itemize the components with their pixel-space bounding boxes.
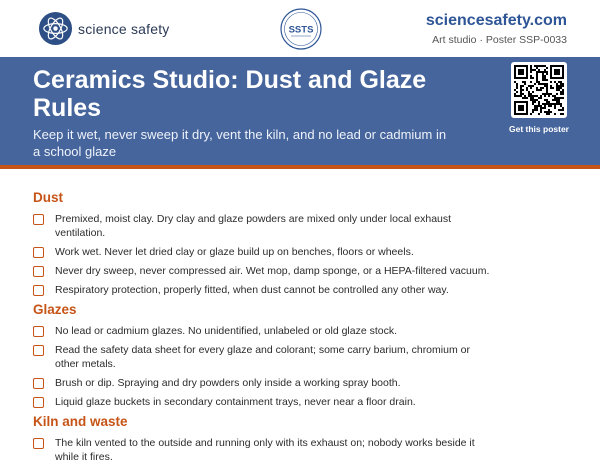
checklist-item-text: Liquid glaze buckets in secondary containment trays, never near a floor drain. — [55, 396, 416, 408]
checklist-item — [33, 376, 573, 390]
section-title: Dust — [33, 190, 63, 205]
page-title: Ceramics Studio: Dust and Glaze Rules — [33, 66, 427, 122]
section-title: Kiln and waste — [33, 414, 128, 429]
checkbox[interactable] — [33, 397, 44, 408]
checklist-item-text: Respiratory protection, properly fitted, when dust cannot be controlled any other way. — [55, 284, 449, 296]
checkbox[interactable] — [33, 378, 44, 389]
checklist — [33, 190, 573, 469]
checklist-item-text: Never dry sweep, never compressed air. Wet mop, damp sponge, or a HEPA-filtered vacuum. — [55, 265, 490, 277]
checkbox[interactable] — [33, 247, 44, 258]
checkbox[interactable] — [33, 266, 44, 277]
checklist-item — [33, 343, 573, 371]
checkbox[interactable] — [33, 345, 44, 356]
section-glazes — [33, 302, 573, 409]
section-kiln-and-waste — [33, 414, 573, 464]
qr-code[interactable] — [511, 62, 567, 118]
atom-logo-icon — [38, 11, 73, 46]
poster-reference: Art studio · Poster SSP-0033 — [432, 34, 567, 46]
checkbox[interactable] — [33, 326, 44, 337]
site-link[interactable]: sciencesafety.com — [425, 12, 567, 29]
checklist-item-text: No lead or cadmium glazes. No unidentified, unlabeled or old glaze stock. — [55, 325, 398, 337]
checklist-item — [33, 324, 573, 338]
page-subtitle: Keep it wet, never sweep it dry, vent the kiln, and no lead or cadmium in a school glaze — [33, 127, 447, 159]
qr-code-icon — [511, 62, 567, 118]
checklist-item — [33, 283, 573, 297]
ssts-badge-icon — [280, 8, 322, 50]
badge-text: SSTS — [288, 24, 314, 36]
checklist-item — [33, 264, 573, 278]
qr-label: Get this poster — [509, 124, 569, 134]
checklist-item — [33, 436, 573, 464]
banner-divider — [0, 165, 600, 169]
top-bar — [0, 0, 600, 57]
checklist-item-text: Premixed, moist clay. Dry clay and glaze powders are mixed only under local exhaust ventilation. — [55, 213, 452, 239]
checkbox[interactable] — [33, 438, 44, 449]
brand-name: science safety — [78, 21, 170, 37]
checklist-item-text: Work wet. Never let dried clay or glaze build up on benches, floors or wheels. — [55, 246, 414, 258]
checklist-item — [33, 245, 573, 259]
checklist-item-text: The kiln vented to the outside and running only with its exhaust on; nobody works beside it while it fires. — [55, 437, 475, 463]
section-title: Glazes — [33, 302, 77, 317]
checkbox[interactable] — [33, 285, 44, 296]
section-dust — [33, 190, 573, 297]
checkbox[interactable] — [33, 214, 44, 225]
checklist-item-text: Read the safety data sheet for every glaze and colorant; some carry barium, chromium or other metals. — [55, 344, 470, 370]
checklist-item — [33, 212, 573, 240]
checklist-item — [33, 395, 573, 409]
checklist-item-text: Brush or dip. Spraying and dry powders only inside a working spray booth. — [55, 377, 401, 389]
